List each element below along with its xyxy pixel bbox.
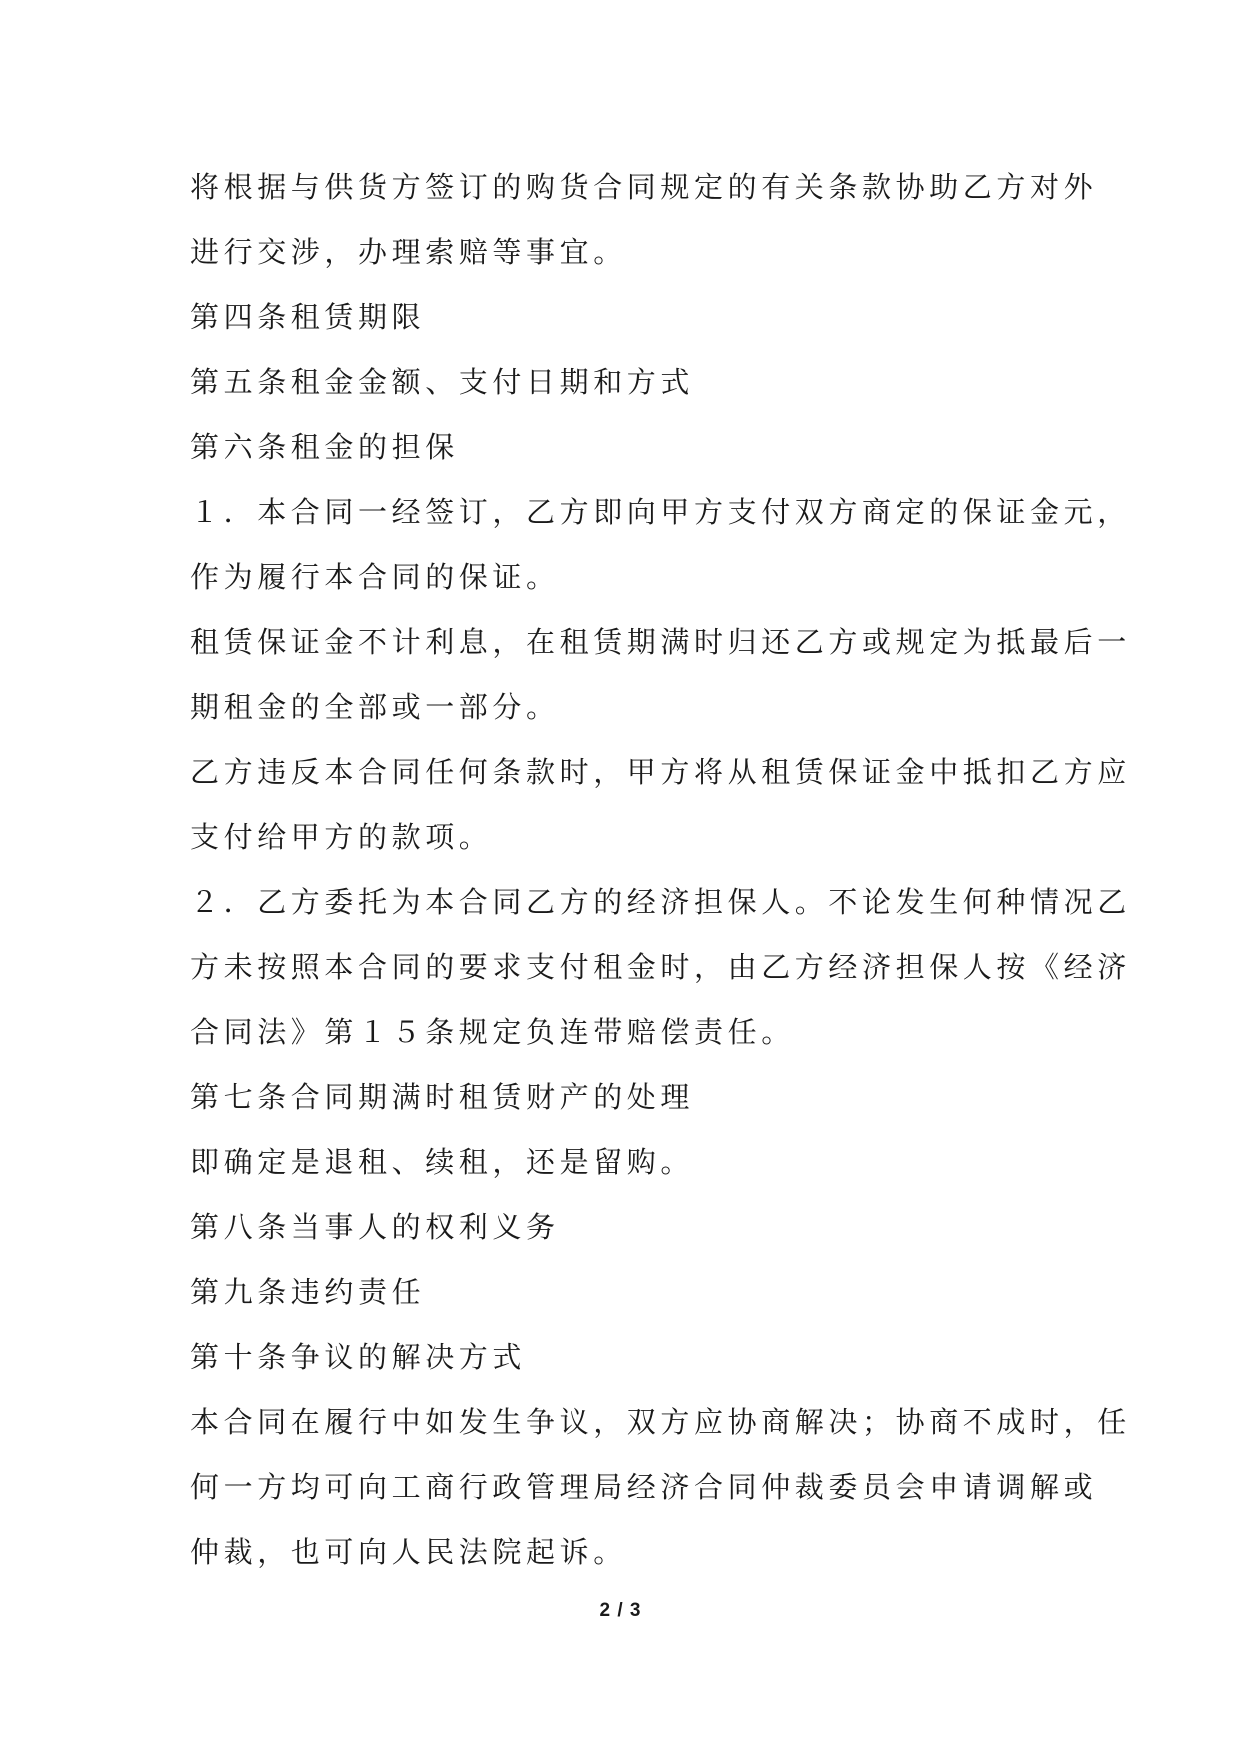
text-line: 租赁保证金不计利息，在租赁期满时归还乙方或规定为抵最后一 bbox=[190, 625, 1131, 659]
article-heading: 第四条租赁期限 bbox=[190, 300, 426, 334]
text-line: 进行交涉，办理索赔等事宜。 bbox=[190, 235, 627, 269]
article-heading: 第九条违约责任 bbox=[190, 1275, 426, 1309]
article-heading: 第六条租金的担保 bbox=[190, 430, 459, 464]
article-heading: 第五条租金金额、支付日期和方式 bbox=[190, 365, 695, 399]
article-heading: 第八条当事人的权利义务 bbox=[190, 1210, 560, 1244]
text-line: 仲裁，也可向人民法院起诉。 bbox=[190, 1535, 627, 1569]
page-number: 2 / 3 bbox=[599, 1600, 642, 1621]
article-heading: 第七条合同期满时租赁财产的处理 bbox=[190, 1080, 695, 1114]
text-line: 何一方均可向工商行政管理局经济合同仲裁委员会申请调解或 bbox=[190, 1470, 1098, 1504]
article-heading: 第十条争议的解决方式 bbox=[190, 1340, 527, 1374]
text-line: 乙方违反本合同任何条款时，甲方将从租赁保证金中抵扣乙方应 bbox=[190, 755, 1131, 789]
text-line: 支付给甲方的款项。 bbox=[190, 820, 493, 854]
text-line: 即确定是退租、续租，还是留购。 bbox=[190, 1145, 695, 1179]
text-line: 将根据与供货方签订的购货合同规定的有关条款协助乙方对外 bbox=[190, 170, 1098, 204]
text-line: 期租金的全部或一部分。 bbox=[190, 690, 560, 724]
text-line: 作为履行本合同的保证。 bbox=[190, 560, 560, 594]
text-line: １．本合同一经签订，乙方即向甲方支付双方商定的保证金元， bbox=[190, 495, 1131, 529]
text-line: 本合同在履行中如发生争议，双方应协商解决；协商不成时，任 bbox=[190, 1405, 1131, 1439]
document-body bbox=[190, 155, 1131, 1585]
text-line: ２．乙方委托为本合同乙方的经济担保人。不论发生何种情况乙 bbox=[190, 885, 1131, 919]
text-line: 合同法》第１５条规定负连带赔偿责任。 bbox=[190, 1015, 795, 1049]
text-line: 方未按照本合同的要求支付租金时，由乙方经济担保人按《经济 bbox=[190, 950, 1131, 984]
